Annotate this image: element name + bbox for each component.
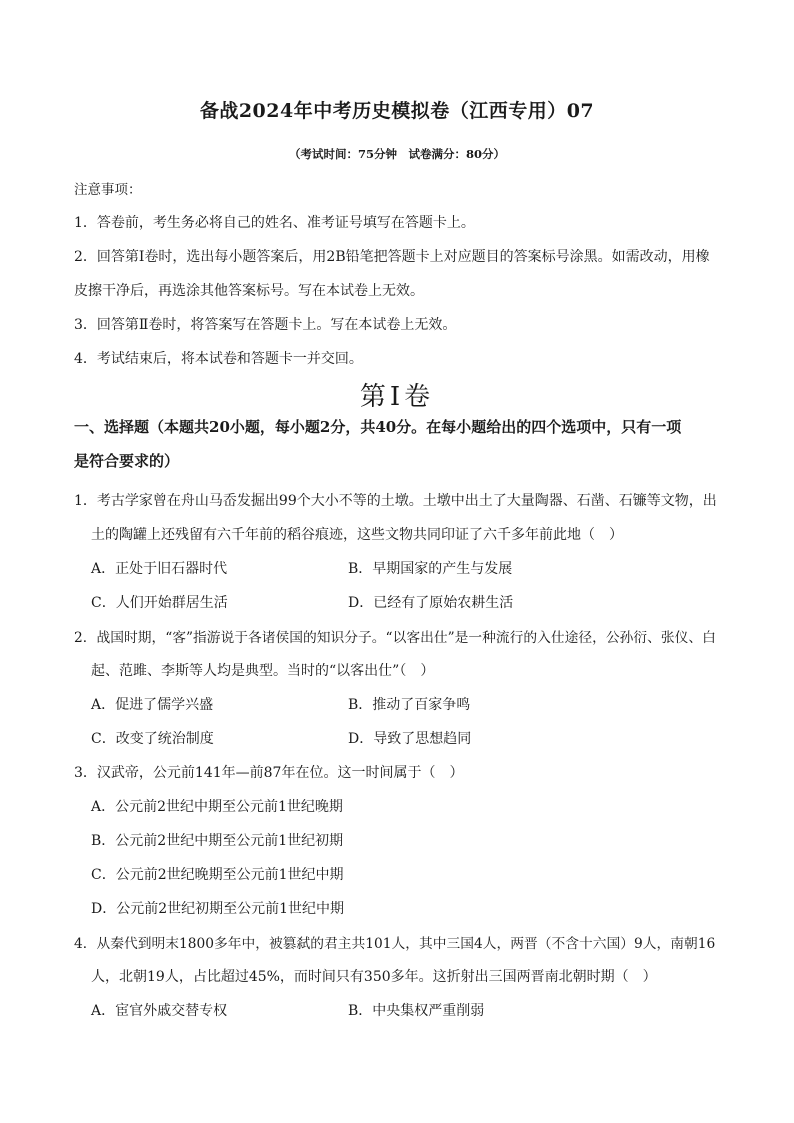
section-title: 第Ⅰ卷 xyxy=(359,382,435,412)
notice-item: 2．回答第Ⅰ卷时，选出每小题答案后，用2B铅笔把答题卡上对应题目的答案标号涂黑。如需改动，用橡 xyxy=(74,249,710,265)
option-d: D．公元前2世纪初期至公元前1世纪中期 xyxy=(91,901,345,917)
notice-item: 1．答卷前，考生务必将自己的姓名、准考证号填写在答题卡上。 xyxy=(74,215,475,231)
question-stem: 2．战国时期，“客”指游说于各诸侯国的知识分子。“以客出仕”是一种流行的入仕途径，公孙衍、张仪、白 xyxy=(74,630,716,646)
option-a: A．公元前2世纪中期至公元前1世纪晚期 xyxy=(91,799,343,815)
notice-heading: 注意事项： xyxy=(74,182,142,198)
option-b: B．中央集权严重削弱 xyxy=(348,1003,485,1019)
option-c: C．人们开始群居生活 xyxy=(91,595,228,611)
question-stem: 4．从秦代到明末1800多年中，被篡弑的君主共101人，其中三国4人，两晋（不含十六国）9人，南朝16 xyxy=(74,936,716,952)
option-c: C．公元前2世纪晚期至公元前1世纪中期 xyxy=(91,867,344,883)
page-title: 备战2024年中考历史模拟卷（江西专用）07 xyxy=(199,100,595,122)
option-d: D．导致了思想趋同 xyxy=(348,731,472,747)
exam-info: （考试时间：75分钟 试卷满分：80分） xyxy=(288,147,505,161)
option-d: D．已经有了原始农耕生活 xyxy=(348,595,514,611)
notice-item: 4．考试结束后，将本试卷和答题卡一并交回。 xyxy=(74,351,363,367)
question-stem: 3．汉武帝，公元前141年—前87年在位。这一时间属于（ ） xyxy=(74,765,464,781)
option-a: A．正处于旧石器时代 xyxy=(91,561,228,577)
notice-item-continuation: 皮擦干净后，再选涂其他答案标号。写在本试卷上无效。 xyxy=(74,283,424,299)
question-stem-continuation: 土的陶罐上还残留有六千年前的稻谷痕迹，这些文物共同印证了六千多年前此地（ ） xyxy=(91,527,623,543)
option-c: C．改变了统治制度 xyxy=(91,731,214,747)
choice-section-header: 一、选择题（本题共20小题，每小题2分，共40分。在每小题给出的四个选项中，只有一项 xyxy=(74,418,682,436)
option-a: A．宦官外戚交替专权 xyxy=(91,1003,228,1019)
option-a: A．促进了儒学兴盛 xyxy=(91,697,214,713)
question-stem-continuation: 起、范雎、李斯等人均是典型。当时的“以客出仕”（ ） xyxy=(91,663,435,679)
option-b: B．推动了百家争鸣 xyxy=(348,697,471,713)
notice-item: 3．回答第Ⅱ卷时，将答案写在答题卡上。写在本试卷上无效。 xyxy=(74,317,457,333)
choice-section-header-continuation: 是符合要求的） xyxy=(74,452,180,470)
option-b: B．早期国家的产生与发展 xyxy=(348,561,513,577)
question-stem-continuation: 人，北朝19人，占比超过45%，而时间只有350多年。这折射出三国两晋南北朝时期（ ） xyxy=(91,969,657,985)
option-b: B．公元前2世纪中期至公元前1世纪初期 xyxy=(91,833,344,849)
question-stem: 1．考古学家曾在舟山马岙发掘出99个大小不等的土墩。土墩中出土了大量陶器、石凿、石镰等文物，出 xyxy=(74,493,717,509)
